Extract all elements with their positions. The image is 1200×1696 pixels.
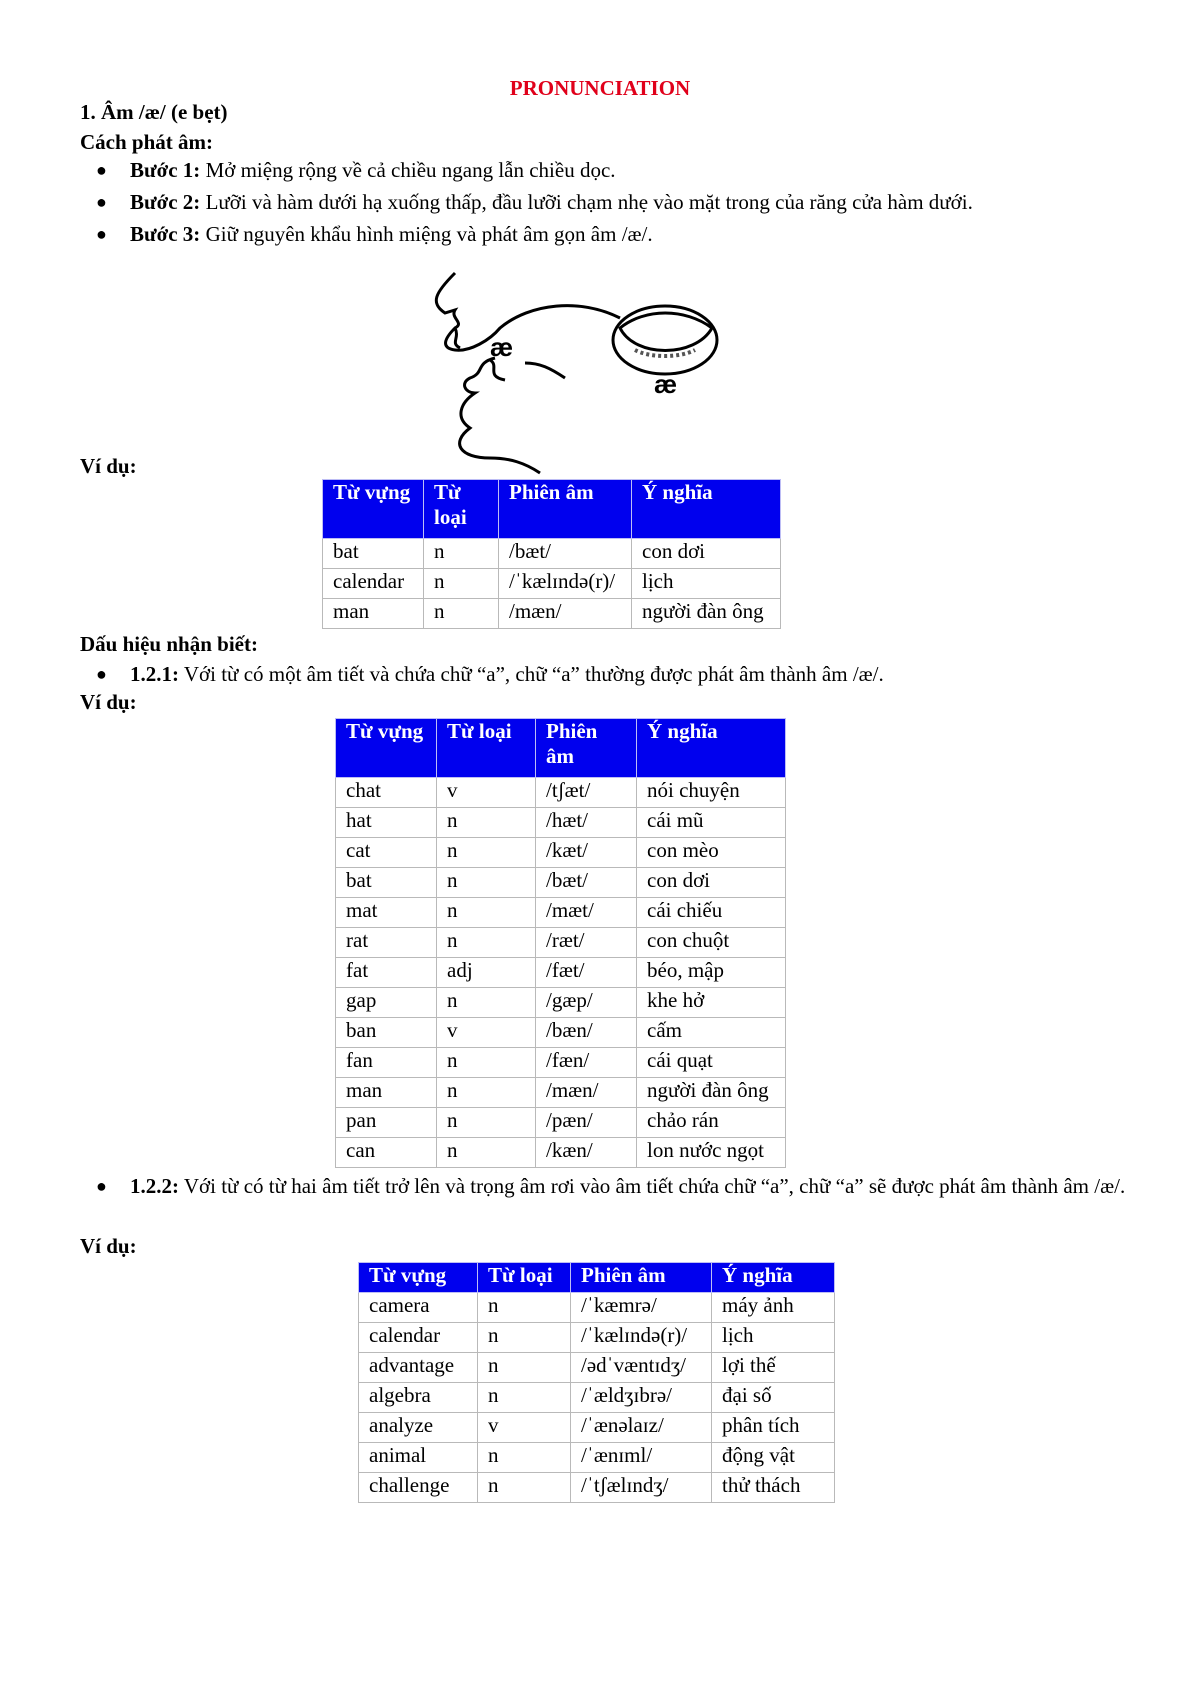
rule-text: Với từ có từ hai âm tiết trở lên và trọng âm rơi vào âm tiết chứa chữ “a”, chữ “a” sẽ được phát âm thành âm /æ/. [179,1174,1126,1198]
table-cell: con chuột [637,928,786,958]
table-cell: /ˈkælɪndə(r)/ [499,569,632,599]
table-cell: /ˈkælɪndə(r)/ [571,1323,712,1353]
table-header-row [336,719,786,778]
table-cell: lịch [632,569,781,599]
table-row [336,838,786,868]
table-cell: người đàn ông [632,599,781,629]
table-cell: cái chiếu [637,898,786,928]
table-cell: mat [336,898,437,928]
table-cell: con mèo [637,838,786,868]
table-row [336,1018,786,1048]
table-cell: /mæn/ [499,599,632,629]
example-table-2 [335,718,786,1168]
table-cell: khe hở [637,988,786,1018]
table-cell: máy ảnh [712,1293,835,1323]
page-title: PRONUNCIATION [509,76,691,100]
column-header: Phiên âm [499,480,632,539]
table-cell: /ˈænəlaɪz/ [571,1413,712,1443]
table-cell: lợi thế [712,1353,835,1383]
table-cell: /tʃæt/ [536,778,637,808]
step-item [130,186,973,218]
column-header: Ý nghĩa [637,719,786,778]
table-cell: n [424,569,499,599]
table-cell: n [478,1443,571,1473]
example-label: Ví dụ: [80,1234,137,1258]
table-row [323,599,781,629]
table-cell: algebra [359,1383,478,1413]
table-cell: /mæn/ [536,1078,637,1108]
table-cell: /ˈtʃælɪndʒ/ [571,1473,712,1503]
table-row [359,1473,835,1503]
table-cell: cat [336,838,437,868]
rule-label: 1.2.1: [130,662,179,686]
table-cell: chat [336,778,437,808]
table-row [359,1293,835,1323]
table-cell: cấm [637,1018,786,1048]
column-header: Từ vựng [336,719,437,778]
example-table-3 [358,1262,835,1503]
table-cell: nói chuyện [637,778,786,808]
column-header: Từ loại [437,719,536,778]
step-label: Bước 1: [130,158,201,182]
table-cell: n [424,539,499,569]
table-cell: phân tích [712,1413,835,1443]
table-cell: man [336,1078,437,1108]
step-text: Giữ nguyên khẩu hình miệng và phát âm gọn âm /æ/. [200,222,653,246]
rule-label: 1.2.2: [130,1174,179,1198]
table-cell: bat [336,868,437,898]
table-row [359,1323,835,1353]
column-header: Từ loại [424,480,499,539]
step-text: Mở miệng rộng về cả chiều ngang lẫn chiều dọc. [200,158,616,182]
rule-item [130,1170,1140,1202]
table-cell: /bæt/ [536,868,637,898]
example-table-1 [322,479,781,629]
table-cell: advantage [359,1353,478,1383]
table-cell: calendar [359,1323,478,1353]
table-cell: n [437,838,536,868]
table-cell: /kæn/ [536,1138,637,1168]
table-cell: /pæn/ [536,1108,637,1138]
table-cell: /ˈkæmrə/ [571,1293,712,1323]
rule-item [130,658,884,690]
column-header: Từ vựng [359,1263,478,1293]
table-cell: n [424,599,499,629]
table-row [359,1353,835,1383]
table-cell: n [437,1078,536,1108]
table-cell: n [437,928,536,958]
mouth-sound-label: æ [654,369,678,399]
table-header-row [359,1263,835,1293]
table-cell: analyze [359,1413,478,1443]
table-cell: fan [336,1048,437,1078]
table-cell: con dơi [637,868,786,898]
table-cell: thử thách [712,1473,835,1503]
bullet-icon: ● [96,160,107,180]
step-label: Bước 3: [130,222,201,246]
table-row [336,898,786,928]
column-header: Từ loại [478,1263,571,1293]
table-cell: /ˈænɪml/ [571,1443,712,1473]
table-cell: /fæt/ [536,958,637,988]
table-cell: calendar [323,569,424,599]
table-row [336,1138,786,1168]
table-cell: v [437,778,536,808]
table-cell: n [478,1323,571,1353]
example-label: Ví dụ: [80,690,137,714]
table-row [336,808,786,838]
table-row [336,1078,786,1108]
table-cell: hat [336,808,437,838]
tongue-line [525,363,565,378]
table-cell: cái mũ [637,808,786,838]
table-cell: can [336,1138,437,1168]
table-cell: n [478,1353,571,1383]
table-cell: người đàn ông [637,1078,786,1108]
table-cell: béo, mập [637,958,786,988]
table-cell: /ræt/ [536,928,637,958]
table-row [323,539,781,569]
lower-face-outline [460,358,540,473]
table-cell: n [437,898,536,928]
table-cell: ban [336,1018,437,1048]
table-cell: n [478,1383,571,1413]
table-cell: n [478,1293,571,1323]
table-row [336,868,786,898]
table-cell: pan [336,1108,437,1138]
table-cell: rat [336,928,437,958]
table-row [336,988,786,1018]
table-cell: lịch [712,1323,835,1353]
table-cell: n [437,1048,536,1078]
table-cell: n [437,1108,536,1138]
table-row [323,569,781,599]
table-cell: n [478,1473,571,1503]
column-header: Phiên âm [571,1263,712,1293]
table-cell: n [437,988,536,1018]
column-header: Từ vựng [323,480,424,539]
table-cell: /ədˈvæntɪdʒ/ [571,1353,712,1383]
how-heading: Cách phát âm: [80,130,214,154]
table-cell: /bæt/ [499,539,632,569]
signs-heading: Dấu hiệu nhận biết: [80,632,258,656]
bullet-icon: ● [96,664,107,684]
table-cell: adj [437,958,536,988]
table-cell: /ˈældʒɪbrə/ [571,1383,712,1413]
table-cell: n [437,1138,536,1168]
table-cell: /kæt/ [536,838,637,868]
table-row [336,958,786,988]
table-cell: chảo rán [637,1108,786,1138]
section-heading: 1. Âm /æ/ (e bẹt) [80,100,228,124]
rule-text: Với từ có một âm tiết và chứa chữ “a”, chữ “a” thường được phát âm thành âm /æ/. [179,662,884,686]
step-label: Bước 2: [130,190,201,214]
table-row [336,928,786,958]
table-cell: challenge [359,1473,478,1503]
upper-face-outline [436,273,620,350]
bullet-icon: ● [96,1176,107,1196]
table-cell: đại số [712,1383,835,1413]
table-cell: /hæt/ [536,808,637,838]
table-cell: /bæn/ [536,1018,637,1048]
example-label: Ví dụ: [80,454,137,478]
table-cell: v [437,1018,536,1048]
table-cell: animal [359,1443,478,1473]
step-item [130,218,653,250]
table-cell: n [437,868,536,898]
table-cell: lon nước ngọt [637,1138,786,1168]
table-cell: bat [323,539,424,569]
table-cell: động vật [712,1443,835,1473]
table-cell: man [323,599,424,629]
table-header-row [323,480,781,539]
column-header: Ý nghĩa [712,1263,835,1293]
upper-lip-line [455,328,460,348]
table-cell: /gæp/ [536,988,637,1018]
step-item [130,154,616,186]
table-cell: gap [336,988,437,1018]
table-cell: cái quạt [637,1048,786,1078]
table-cell: v [478,1413,571,1443]
table-cell: con dơi [632,539,781,569]
table-cell: /fæn/ [536,1048,637,1078]
bullet-icon: ● [96,192,107,212]
lower-lip-line [490,360,505,380]
bullet-icon: ● [96,224,107,244]
column-header: Ý nghĩa [632,480,781,539]
table-cell: n [437,808,536,838]
step-text: Lưỡi và hàm dưới hạ xuống thấp, đầu lưỡi chạm nhẹ vào mặt trong của răng cửa hàm dưới. [200,190,973,214]
table-cell: /mæt/ [536,898,637,928]
table-row [336,778,786,808]
table-row [359,1443,835,1473]
column-header: Phiên âm [536,719,637,778]
table-row [359,1383,835,1413]
table-cell: camera [359,1293,478,1323]
mouth-diagram [430,268,790,478]
table-row [336,1048,786,1078]
table-cell: fat [336,958,437,988]
side-sound-label: æ [490,332,514,362]
table-row [359,1413,835,1443]
table-row [336,1108,786,1138]
